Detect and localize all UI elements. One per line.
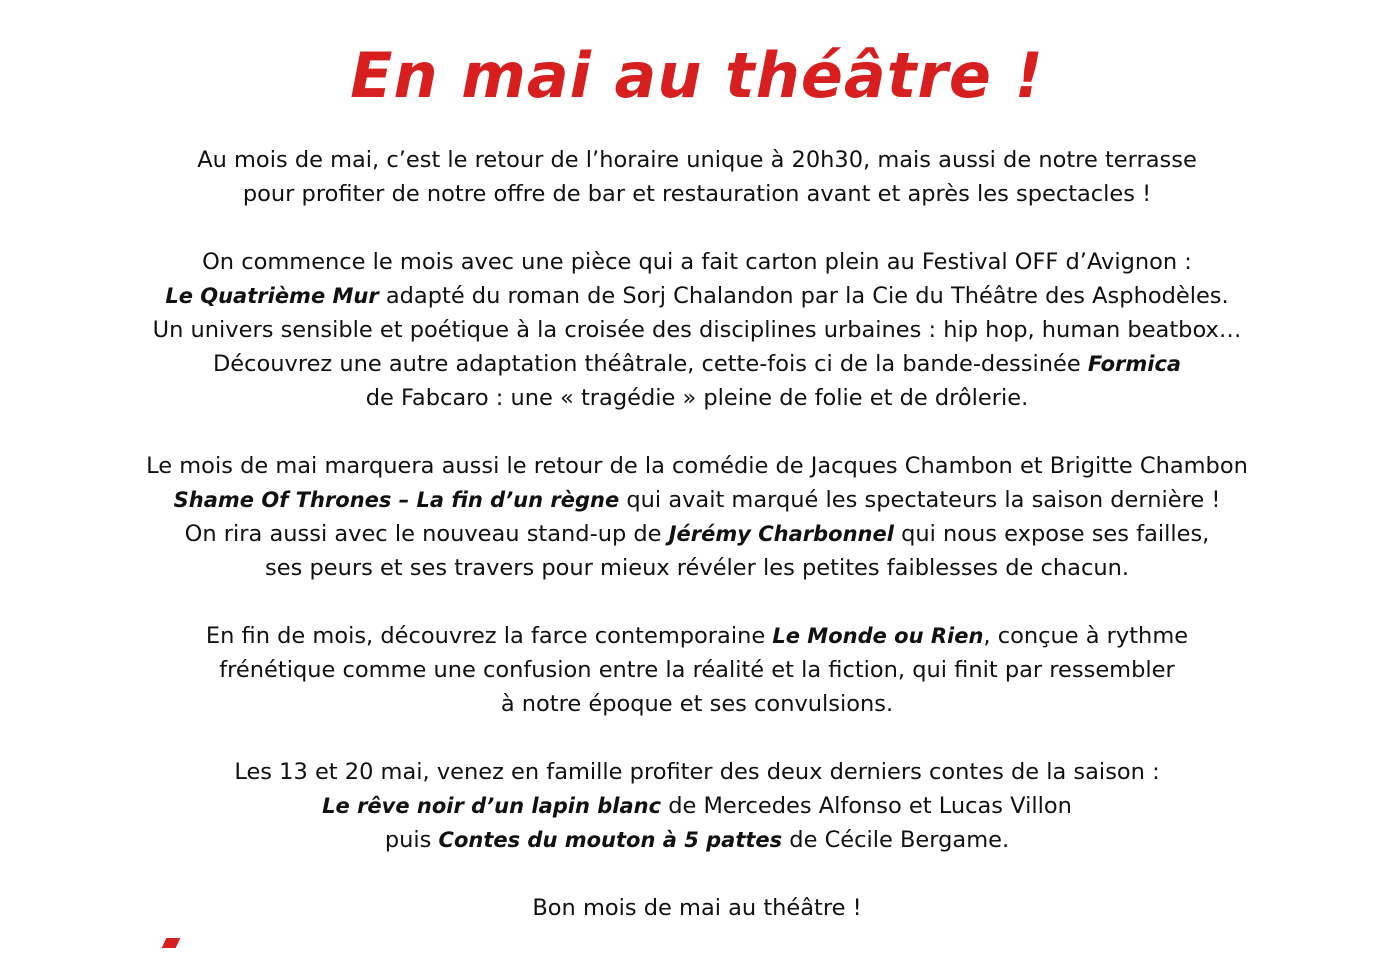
text-segment: Un univers sensible et poétique à la croisée des disciplines urbaines : hip hop, human beatbox… <box>152 317 1242 343</box>
text-segment: de Fabcaro : une « tragédie » pleine de folie et de drôlerie. <box>365 385 1029 411</box>
text-segment: ses peurs et ses travers pour mieux révéler les petites faiblesses de chacun. <box>265 555 1129 581</box>
work-title: Le rêve noir d’un lapin blanc <box>322 794 662 818</box>
text-segment: Découvrez une autre adaptation théâtrale, cette-fois ci de la bande-dessinée <box>212 351 1088 377</box>
text-line <box>0 245 1394 279</box>
text-line <box>0 177 1394 211</box>
text-line <box>0 891 1394 925</box>
text-segment: puis <box>384 827 439 853</box>
text-line <box>0 823 1394 857</box>
text-line <box>0 143 1394 177</box>
paragraph <box>0 755 1394 857</box>
text-segment: Le mois de mai marquera aussi le retour de la comédie de Jacques Chambon et Brigitte Chambon <box>146 453 1248 479</box>
text-segment: frénétique comme une confusion entre la réalité et la fiction, qui finit par ressembler <box>219 657 1175 683</box>
text-line <box>0 483 1394 517</box>
text-segment: Au mois de mai, c’est le retour de l’horaire unique à 20h30, mais aussi de notre terrasse <box>197 147 1197 173</box>
text-segment: qui nous expose ses failles, <box>893 521 1210 547</box>
text-line <box>0 381 1394 415</box>
text-segment: En fin de mois, découvrez la farce contemporaine <box>205 623 773 649</box>
paragraph <box>0 245 1394 415</box>
text-segment: On commence le mois avec une pièce qui a fait carton plein au Festival OFF d’Avignon : <box>202 249 1192 275</box>
work-title: Jérémy Charbonnel <box>668 522 894 546</box>
text-segment: Les 13 et 20 mai, venez en famille profiter des deux derniers contes de la saison : <box>234 759 1160 785</box>
text-segment: de Mercedes Alfonso et Lucas Villon <box>661 793 1072 819</box>
work-title: Le Monde ou Rien <box>772 624 984 648</box>
work-title: Contes du mouton à 5 pattes <box>438 828 783 852</box>
text-line <box>0 347 1394 381</box>
text-line <box>0 449 1394 483</box>
text-segment: de Cécile Bergame. <box>782 827 1010 853</box>
article-body <box>0 143 1394 959</box>
work-title: Le Quatrième Mur <box>165 284 379 308</box>
text-line <box>0 619 1394 653</box>
paragraph <box>0 143 1394 211</box>
text-line <box>0 687 1394 721</box>
text-line <box>0 279 1394 313</box>
text-line <box>0 789 1394 823</box>
text-line <box>0 551 1394 585</box>
text-segment: qui avait marqué les spectateurs la saison dernière ! <box>619 487 1221 513</box>
text-segment: à notre époque et ses convulsions. <box>500 691 894 717</box>
text-line <box>0 313 1394 347</box>
text-line <box>0 653 1394 687</box>
text-segment: , conçue à rythme <box>983 623 1189 649</box>
paragraph <box>0 891 1394 925</box>
page-title: En mai au théâtre ! <box>350 39 1044 112</box>
text-segment: adapté du roman de Sorj Chalandon par la Cie du Théâtre des Asphodèles. <box>378 283 1229 309</box>
work-title: Shame Of Thrones – La fin d’un règne <box>173 488 620 512</box>
text-segment: Bon mois de mai au théâtre ! <box>532 895 862 921</box>
text-segment: On rira aussi avec le nouveau stand-up de <box>184 521 669 547</box>
paragraph <box>0 619 1394 721</box>
text-line <box>0 517 1394 551</box>
text-line <box>0 755 1394 789</box>
paragraph <box>0 449 1394 585</box>
text-segment: pour profiter de notre offre de bar et restauration avant et après les spectacles ! <box>242 181 1152 207</box>
work-title: Formica <box>1087 352 1182 376</box>
